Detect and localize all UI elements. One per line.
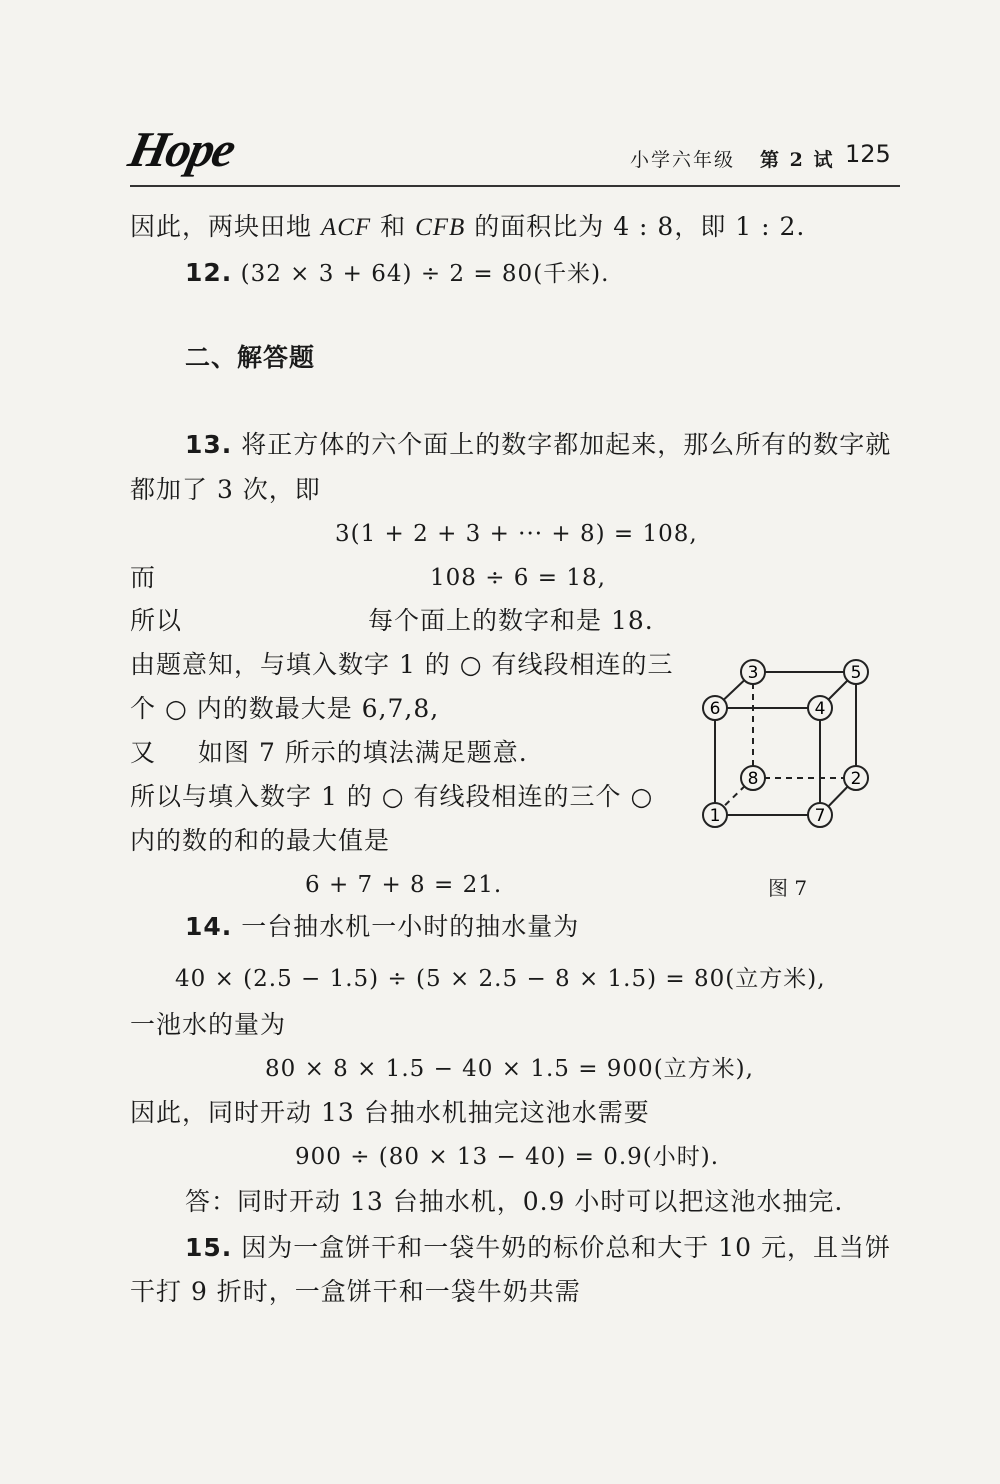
question-13-text: 将正方体的六个面上的数字都加起来，那么所有的数字就 bbox=[232, 430, 892, 459]
logo: Hope bbox=[124, 121, 240, 177]
text-segment: 因此，两块田地 bbox=[130, 212, 321, 241]
svg-text:3: 3 bbox=[747, 663, 759, 683]
q14-line2: 一池水的量为 bbox=[130, 1010, 287, 1039]
node-7 bbox=[808, 803, 832, 827]
field-cfb: CFB bbox=[415, 214, 466, 241]
node-1 bbox=[703, 803, 727, 827]
q13-line6: 个 ○ 内的数最大是 6,7,8, bbox=[130, 694, 440, 723]
header-session: 第 2 试 bbox=[760, 149, 835, 171]
question-number: 14. bbox=[185, 912, 233, 941]
question-14-text: 一台抽水机一小时的抽水量为 bbox=[232, 912, 580, 941]
node-6 bbox=[703, 696, 727, 720]
header-grade: 小学六年级 bbox=[630, 149, 736, 171]
q13-line7: 如图 7 所示的填法满足题意. bbox=[198, 738, 528, 767]
q13-line2: 都加了 3 次，即 bbox=[130, 475, 321, 504]
node-5 bbox=[844, 660, 868, 684]
node-2 bbox=[844, 766, 868, 790]
q14-formula-1: 40 × (2.5 − 1.5) ÷ (5 × 2.5 − 8 × 1.5) = 80(立方米), bbox=[175, 966, 826, 992]
q13-you: 又 bbox=[130, 738, 157, 767]
q13-formula-1: 3(1 + 2 + 3 + ··· + 8) = 108, bbox=[335, 521, 698, 547]
question-number: 15. bbox=[185, 1233, 233, 1262]
conclusion-line bbox=[130, 212, 805, 243]
question-12-formula: (32 × 3 + 64) ÷ 2 = 80(千米). bbox=[232, 261, 610, 287]
svg-text:5: 5 bbox=[850, 663, 862, 683]
q13-sum: 每个面上的数字和是 18. bbox=[368, 606, 654, 635]
figure-caption: 图 7 bbox=[768, 876, 808, 900]
question-number: 12. bbox=[185, 258, 233, 287]
cube-figure bbox=[690, 650, 900, 850]
q14-formula-2: 80 × 8 × 1.5 − 40 × 1.5 = 900(立方米), bbox=[265, 1056, 754, 1082]
question-15-text: 因为一盒饼干和一袋牛奶的标价总和大于 10 元，且当饼 bbox=[232, 1233, 891, 1262]
question-14 bbox=[185, 912, 579, 942]
header-divider bbox=[130, 185, 900, 187]
question-12 bbox=[185, 258, 609, 289]
question-13 bbox=[185, 430, 891, 460]
q13-formula-3: 6 + 7 + 8 = 21. bbox=[305, 872, 503, 898]
q13-line5: 由题意知，与填入数字 1 的 ○ 有线段相连的三 bbox=[130, 650, 674, 679]
q13-formula-2: 108 ÷ 6 = 18, bbox=[430, 565, 606, 591]
q14-formula-3: 900 ÷ (80 × 13 − 40) = 0.9(小时). bbox=[295, 1144, 720, 1170]
text-segment: 和 bbox=[371, 212, 416, 241]
node-8 bbox=[741, 766, 765, 790]
q13-suoyi: 所以 bbox=[130, 606, 183, 635]
text-segment: 的面积比为 4 : 8，即 1 : 2. bbox=[465, 212, 806, 241]
svg-text:2: 2 bbox=[850, 769, 862, 789]
svg-text:8: 8 bbox=[747, 769, 759, 789]
node-4 bbox=[808, 696, 832, 720]
field-acf: ACF bbox=[320, 214, 372, 241]
page-number: 125 bbox=[845, 140, 891, 168]
question-number: 13. bbox=[185, 430, 233, 459]
q15-line2: 干打 9 折时，一盒饼干和一袋牛奶共需 bbox=[130, 1277, 581, 1306]
q14-line3: 因此，同时开动 13 台抽水机抽完这池水需要 bbox=[130, 1098, 650, 1127]
q13-line8: 所以与填入数字 1 的 ○ 有线段相连的三个 ○ bbox=[130, 782, 654, 811]
svg-text:1: 1 bbox=[709, 806, 721, 826]
q13-er: 而 bbox=[130, 563, 157, 592]
question-15 bbox=[185, 1233, 891, 1263]
q14-answer: 答：同时开动 13 台抽水机，0.9 小时可以把这池水抽完. bbox=[185, 1187, 844, 1216]
q13-line9: 内的数的和的最大值是 bbox=[130, 826, 391, 855]
svg-text:6: 6 bbox=[709, 699, 721, 719]
svg-text:7: 7 bbox=[814, 806, 826, 826]
svg-text:4: 4 bbox=[814, 699, 826, 719]
node-3 bbox=[741, 660, 765, 684]
section-heading: 二、解答题 bbox=[185, 343, 316, 372]
